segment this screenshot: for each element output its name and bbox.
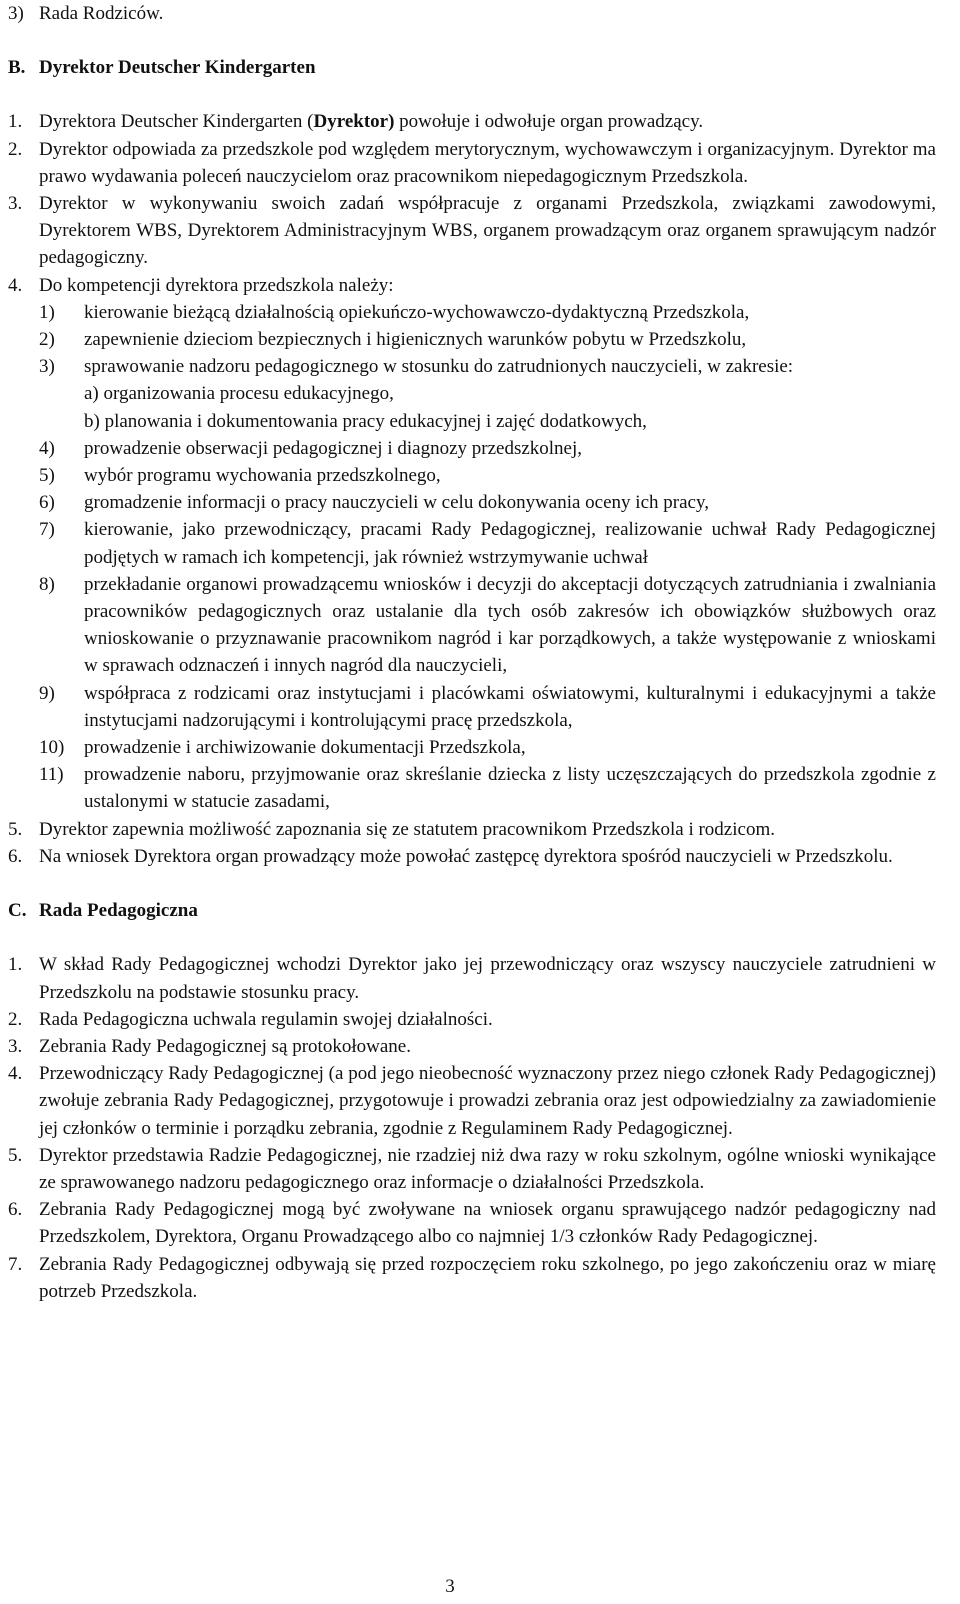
sub-list-item: 4) prowadzenie obserwacji pedagogicznej i diagnozy przedszkolnej, bbox=[39, 437, 583, 459]
section-heading-c: C. Rada Pedagogiczna bbox=[8, 900, 198, 922]
list-item: 2. Dyrektor odpowiada za przedszkole pod względem merytorycznym, wychowawczym i organizacyjnym. Dyrektor ma prawo wydawania poleceń nauczycielom oraz pracownikom niepedagogicznym Przedszkola. bbox=[8, 138, 936, 187]
list-item: 4. Przewodniczący Rady Pedagogicznej (a pod jego nieobecność wyznaczony przez niego członek Rady Pedagogicznej) zwołuje zebrania Rady Pedagogicznej, przygotowuje i prowadzi zebrania oraz jest odpowiedzialny za zawiadomienie jej członków o terminie i porządku zebrania, zgodnie z Regulaminem Rady Pedagogicznej. bbox=[8, 1063, 936, 1139]
list-item bbox=[8, 0, 936, 27]
list-item: 5. Dyrektor zapewnia możliwość zapoznania się ze statutem pracownikom Przedszkola i rodzicom. bbox=[8, 818, 775, 840]
sub-list-item: 9) współpraca z rodzicami oraz instytucjami i placówkami oświatowymi, kulturalnymi i edukacyjnymi a także instytucjami nadzorującymi i kontrolującymi pracę przedszkola, bbox=[39, 682, 936, 731]
list-item: 3. Dyrektor w wykonywaniu swoich zadań współpracuje z organami Przedszkola, związkami zawodowymi, Dyrektorem WBS, Dyrektorem Administracyjnym WBS, organem prowadzącym oraz organem sprawującym nadzór pedagogiczny. bbox=[8, 193, 936, 269]
sub-list-item: 5) wybór programu wychowania przedszkolnego, bbox=[39, 465, 441, 487]
sub-list-item: 10) prowadzenie i archiwizowanie dokumentacji Przedszkola, bbox=[39, 737, 526, 759]
bold-term: Dyrektor) bbox=[313, 111, 395, 133]
list-item: 4. Do kompetencji dyrektora przedszkola należy: bbox=[8, 274, 394, 296]
sub-list-item: 8) przekładanie organowi prowadzącemu wniosków i decyzji do akceptacji dotyczących zatrudniania i zwalniania pracowników pedagogicznych oraz ustalanie dla tych osób zakresów ich obowiązków służbowych oraz wnioskowanie o przyznawanie pracownikom nagród i kar porządkowych, a także występowanie z wnioskami w sprawach odznaczeń i innych nagród dla nauczycieli, bbox=[39, 573, 936, 677]
sub-list-item: 3) sprawowanie nadzoru pedagogicznego w stosunku do zatrudnionych nauczycieli, w zakresie: bbox=[39, 356, 794, 378]
sub-list-item: 1) kierowanie bieżącą działalnością opiekuńczo-wychowawczo-dydaktyczną Przedszkola, bbox=[39, 301, 750, 323]
item-text: Rada Rodziców. bbox=[39, 3, 164, 24]
sub-list-item: 2) zapewnienie dzieciom bezpiecznych i higienicznych warunków pobytu w Przedszkolu, bbox=[39, 329, 747, 351]
sub-list-item: 7) kierowanie, jako przewodniczący, pracami Rady Pedagogicznej, realizowanie uchwał Rady Pedagogicznej podjętych w ramach ich kompetencji, jak również wstrzymywanie uchwał bbox=[39, 519, 936, 568]
sub-list-item: 6) gromadzenie informacji o pracy nauczycieli w celu dokonywania oceny ich pracy, bbox=[39, 492, 709, 514]
list-item: 7. Zebrania Rady Pedagogicznej odbywają się przed rozpoczęciem roku szkolnego, po jego zakończeniu oraz w miarę potrzeb Przedszkola. bbox=[8, 1253, 936, 1302]
list-item: 5. Dyrektor przedstawia Radzie Pedagogicznej, nie rzadziej niż dwa razy w roku szkolnym, ogólne wnioski wynikające ze sprawowanego nadzoru pedagogicznego oraz informacje o działalności Przedszkola. bbox=[8, 1144, 936, 1193]
section-heading-b: B. Dyrektor Deutscher Kindergarten bbox=[8, 57, 316, 79]
list-item: 3. Zebrania Rady Pedagogicznej są protokołowane. bbox=[8, 1035, 411, 1057]
item-number: 3) bbox=[8, 3, 24, 24]
sub-list-item: 11) prowadzenie naboru, przyjmowanie oraz skreślanie dziecka z listy uczęszczających do przedszkola zgodnie z ustalonymi w statucie zasadami, bbox=[39, 764, 936, 813]
nested-list-item: a) organizowania procesu edukacyjnego, bbox=[84, 383, 394, 405]
document-page bbox=[8, 0, 936, 1305]
list-item: 6. Zebrania Rady Pedagogicznej mogą być zwoływane na wniosek organu sprawującego nadzór pedagogiczny nad Przedszkolem, Dyrektora, Organu Prowadzącego albo co najmniej 1/3 członków Rady Pedagogicznej. bbox=[8, 1199, 936, 1248]
list-item: 1. Dyrektora Deutscher Kindergarten (Dyrektor) powołuje i odwołuje organ prowadzący. bbox=[8, 111, 704, 133]
nested-list-item: b) planowania i dokumentowania pracy edukacyjnej i zajęć dodatkowych, bbox=[84, 410, 647, 432]
list-item: 2. Rada Pedagogiczna uchwala regulamin swojej działalności. bbox=[8, 1008, 493, 1030]
list-item: 6. Na wniosek Dyrektora organ prowadzący może powołać zastępcę dyrektora spośród nauczycieli w Przedszkolu. bbox=[8, 845, 893, 867]
list-item: 1. W skład Rady Pedagogicznej wchodzi Dyrektor jako jej przewodniczący oraz wszyscy nauczyciele zatrudnieni w Przedszkolu na podstawie stosunku pracy. bbox=[8, 954, 936, 1003]
page-number: 3 bbox=[445, 1576, 455, 1597]
